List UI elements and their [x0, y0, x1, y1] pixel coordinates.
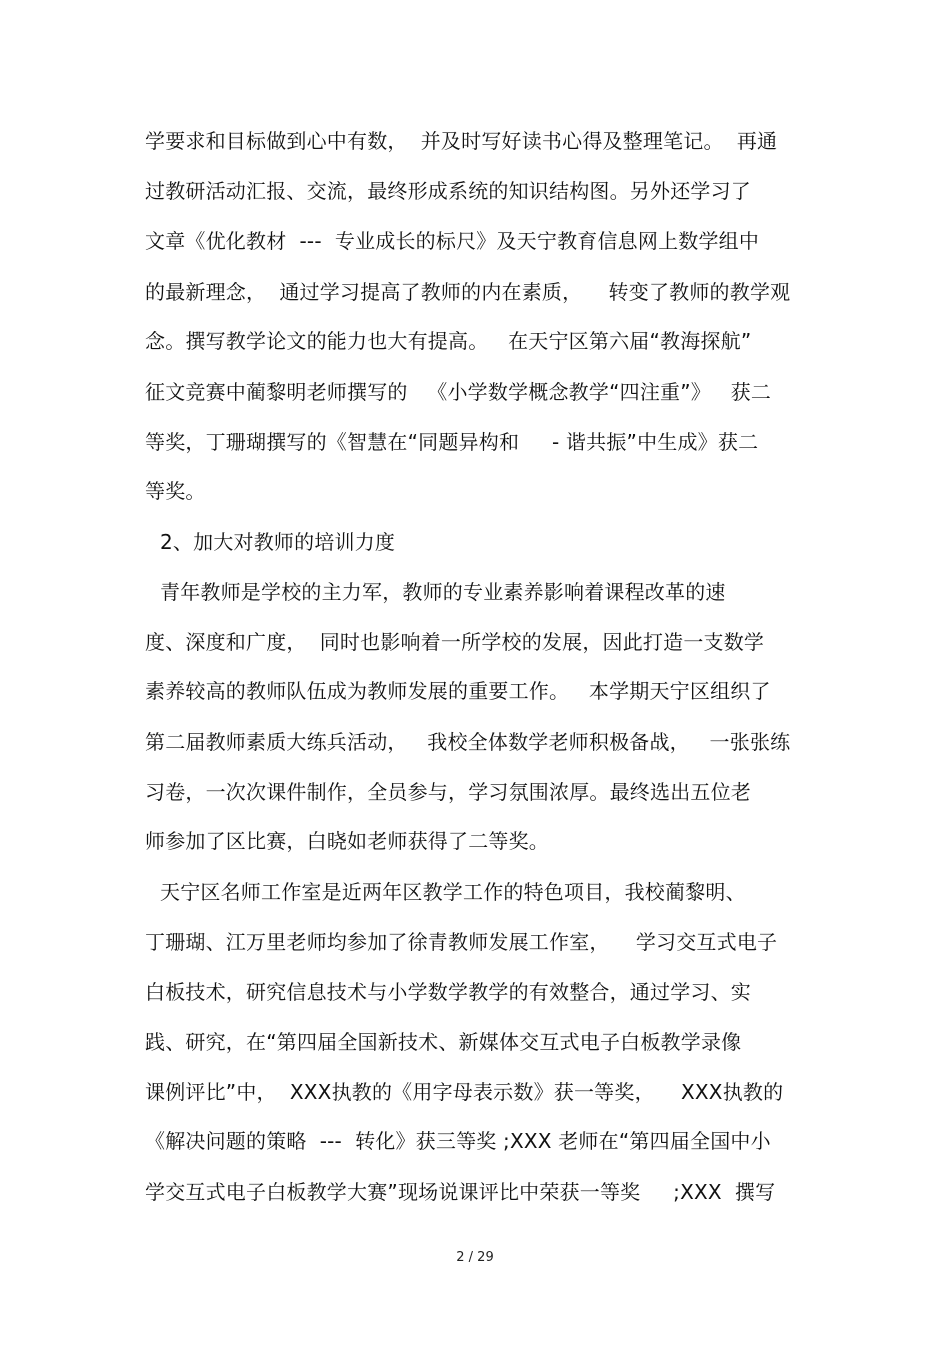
text-line: 等奖。: [145, 479, 206, 503]
section-heading: 2、加大对教师的培训力度: [160, 530, 396, 554]
text-line: 念。撰写教学论文的能力也大有提高。 在天宁区第六届“教海探航”: [145, 329, 752, 353]
text-line: 的最新理念， 通过学习提高了教师的内在素质， 转变了教师的教学观: [145, 280, 791, 304]
text-line: 第二届教师素质大练兵活动， 我校全体数学老师积极备战， 一张张练: [145, 730, 791, 754]
text-line: 青年教师是学校的主力军，教师的专业素养影响着课程改革的速: [160, 580, 726, 604]
text-line: 文章《优化教材 --- 专业成长的标尺》及天宁教育信息网上数学组中: [145, 229, 760, 253]
text-line: 等奖，丁珊瑚撰写的《智慧在“同题异构和 - 谐共振”中生成》获二: [145, 430, 759, 454]
text-line: 过教研活动汇报、交流，最终形成系统的知识结构图。另外还学习了: [145, 179, 751, 203]
text-line: 师参加了区比赛，白晓如老师获得了二等奖。: [145, 829, 549, 853]
text-line: 习卷，一次次课件制作，全员参与，学习氛围浓厚。最终选出五位老: [145, 780, 751, 804]
page-number: 2 / 29: [456, 1250, 494, 1265]
text-line: 白板技术，研究信息技术与小学数学教学的有效整合，通过学习、实: [145, 980, 751, 1004]
text-line: 丁珊瑚、江万里老师均参加了徐青教师发展工作室， 学习交互式电子: [145, 930, 778, 954]
text-line: 践、研究，在“第四届全国新技术、新媒体交互式电子白板教学录像: [145, 1030, 742, 1054]
text-line: 《解决问题的策略 --- 转化》获三等奖 ;XXX 老师在“第四届全国中小: [145, 1129, 771, 1153]
text-line: 学要求和目标做到心中有数， 并及时写好读书心得及整理笔记。 再通: [145, 129, 778, 153]
text-line: 学交互式电子白板教学大赛”现场说课评比中荣获一等奖 ;XXX 撰写: [145, 1180, 776, 1204]
text-line: 度、深度和广度， 同时也影响着一所学校的发展，因此打造一支数学: [145, 630, 765, 654]
text-line: 课例评比”中， XXX执教的《用字母表示数》获一等奖， XXX执教的: [145, 1080, 784, 1104]
text-line: 征文竞赛中蔺黎明老师撰写的 《小学数学概念教学“四注重”》 获二: [145, 380, 772, 404]
text-line: 素养较高的教师队伍成为教师发展的重要工作。 本学期天宁区组织了: [145, 679, 771, 703]
text-line: 天宁区名师工作室是近两年区教学工作的特色项目，我校蔺黎明、: [160, 880, 746, 904]
